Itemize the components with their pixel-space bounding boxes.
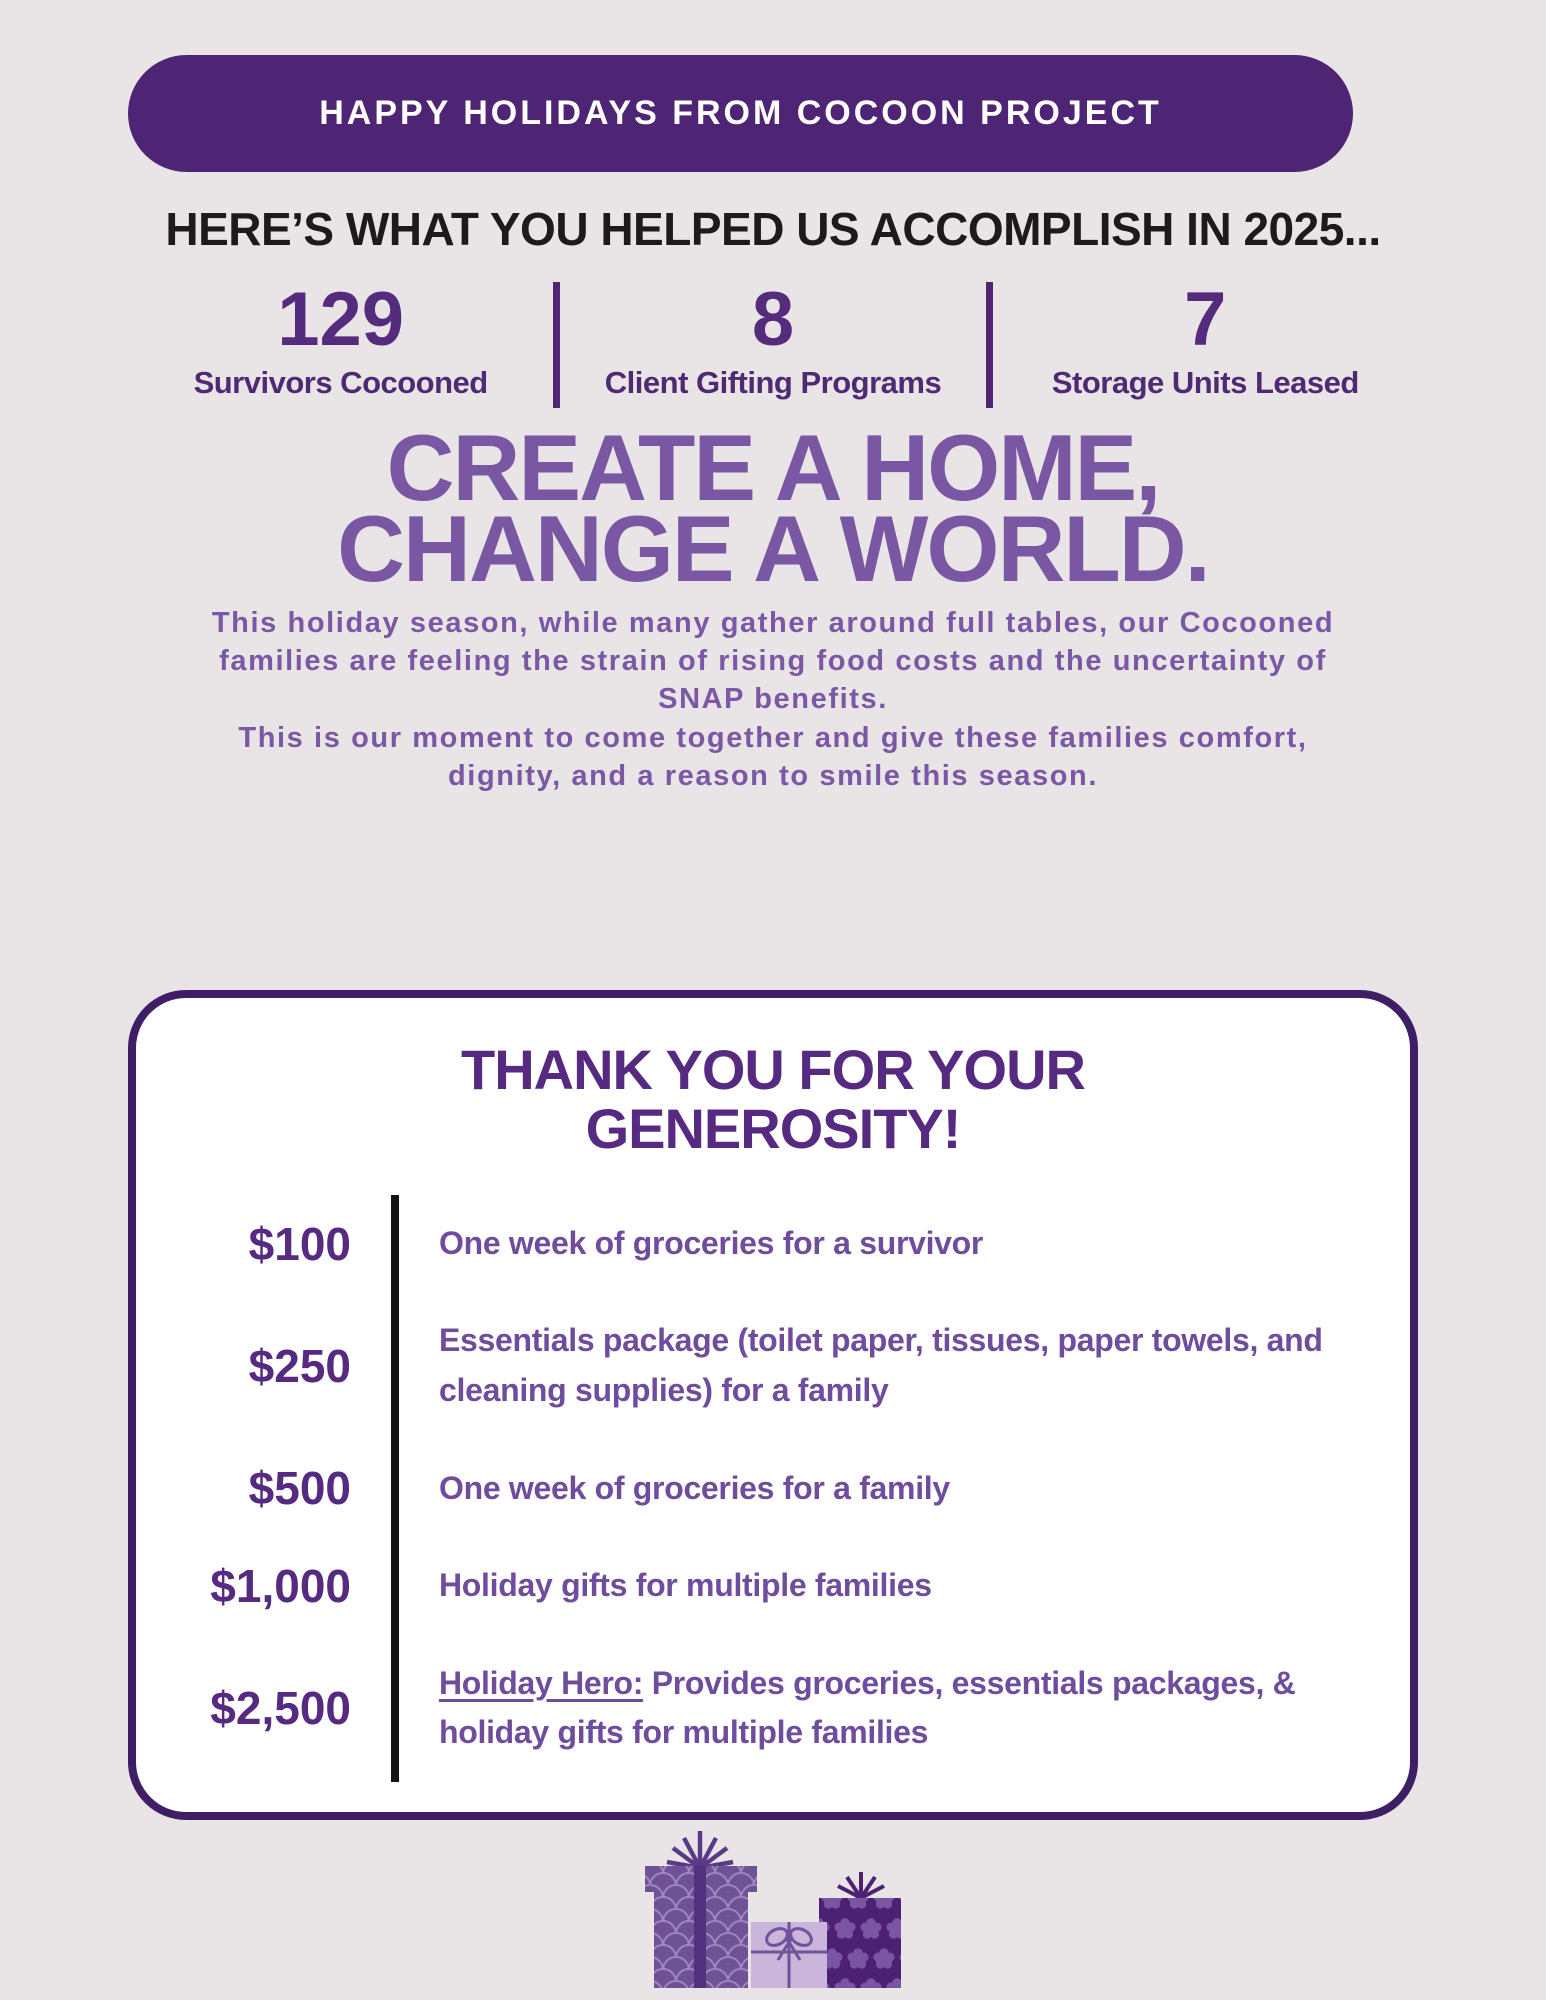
- stat-value: 7: [1184, 277, 1227, 362]
- tier-amount: $250: [248, 1339, 351, 1392]
- stat-label: Survivors Cocooned: [193, 365, 488, 400]
- tier-row: [186, 1292, 1360, 1439]
- footer-illustration: [0, 1826, 1546, 1992]
- stat-value: 8: [751, 277, 795, 362]
- tier-row: [186, 1635, 1360, 1782]
- gift-left: [645, 1831, 757, 1988]
- hero-heading: [0, 415, 1546, 601]
- tier-description-text: Essentials package (toilet paper, tissues, paper towels, and cleaning supplies) for a family: [439, 1322, 1323, 1408]
- stat-gifting-programs: [553, 277, 992, 408]
- holiday-banner: [128, 55, 1353, 172]
- tier-description: [391, 1537, 1360, 1635]
- tier-amount: $1,000: [210, 1559, 351, 1612]
- campaign-message: [183, 604, 1363, 795]
- stat-storage-units: [993, 277, 1418, 408]
- stats-row: [128, 277, 1418, 408]
- tier-description: [391, 1292, 1360, 1439]
- stat-label: Client Gifting Programs: [604, 365, 942, 400]
- accomplishments-headline: HERE’S WHAT YOU HELPED US ACCOMPLISH IN 2025...: [165, 203, 1381, 255]
- stat-label: Storage Units Leased: [1051, 365, 1359, 400]
- gift-middle: [751, 1922, 827, 1988]
- tier-row: [186, 1440, 1360, 1538]
- tier-row: [186, 1195, 1360, 1293]
- banner-title: HAPPY HOLIDAYS FROM COCOON PROJECT: [319, 94, 1162, 132]
- stat-survivors: [128, 277, 553, 408]
- tier-description: [391, 1440, 1360, 1538]
- tier-description-text: [439, 1659, 1330, 1758]
- tier-amount: $500: [248, 1462, 351, 1515]
- gift-boxes-icon: [637, 1826, 909, 1992]
- stat-value: 129: [277, 277, 405, 362]
- message-paragraph-1: This holiday season, while many gather around full tables, our Cocooned families are feeling the strain of rising food costs and the uncertainty of SNAP benefits.: [211, 606, 1335, 716]
- donation-box: [128, 990, 1418, 1820]
- tier-description-text: Holiday gifts for multiple families: [439, 1567, 932, 1604]
- holiday-hero-label: Holiday Hero:: [439, 1664, 644, 1701]
- tier-description-text: One week of groceries for a survivor: [439, 1224, 984, 1261]
- hero-line-2: CHANGE A WORLD.: [337, 495, 1209, 601]
- tier-description: [391, 1195, 1360, 1293]
- tier-description: [391, 1635, 1360, 1782]
- title-line-1: THANK YOU FOR YOUR: [461, 1038, 1085, 1102]
- gift-right: [819, 1872, 901, 1988]
- title-line-2: GENEROSITY!: [585, 1097, 961, 1161]
- tier-amount: $100: [248, 1217, 351, 1270]
- tier-amount: $2,500: [210, 1682, 351, 1735]
- hero-line-1: CREATE A HOME,: [386, 415, 1160, 521]
- tier-row: [186, 1537, 1360, 1635]
- tier-description-text: One week of groceries for a family: [439, 1469, 950, 1506]
- message-paragraph-2: This is our moment to come together and give these families comfort, dignity, and a reason to smile this season.: [238, 721, 1308, 792]
- donation-tiers: [186, 1195, 1360, 1782]
- tier-description-rest: Provides groceries, essentials packages, & holiday gifts for multiple families: [439, 1664, 1296, 1751]
- donation-box-title: [186, 1040, 1360, 1159]
